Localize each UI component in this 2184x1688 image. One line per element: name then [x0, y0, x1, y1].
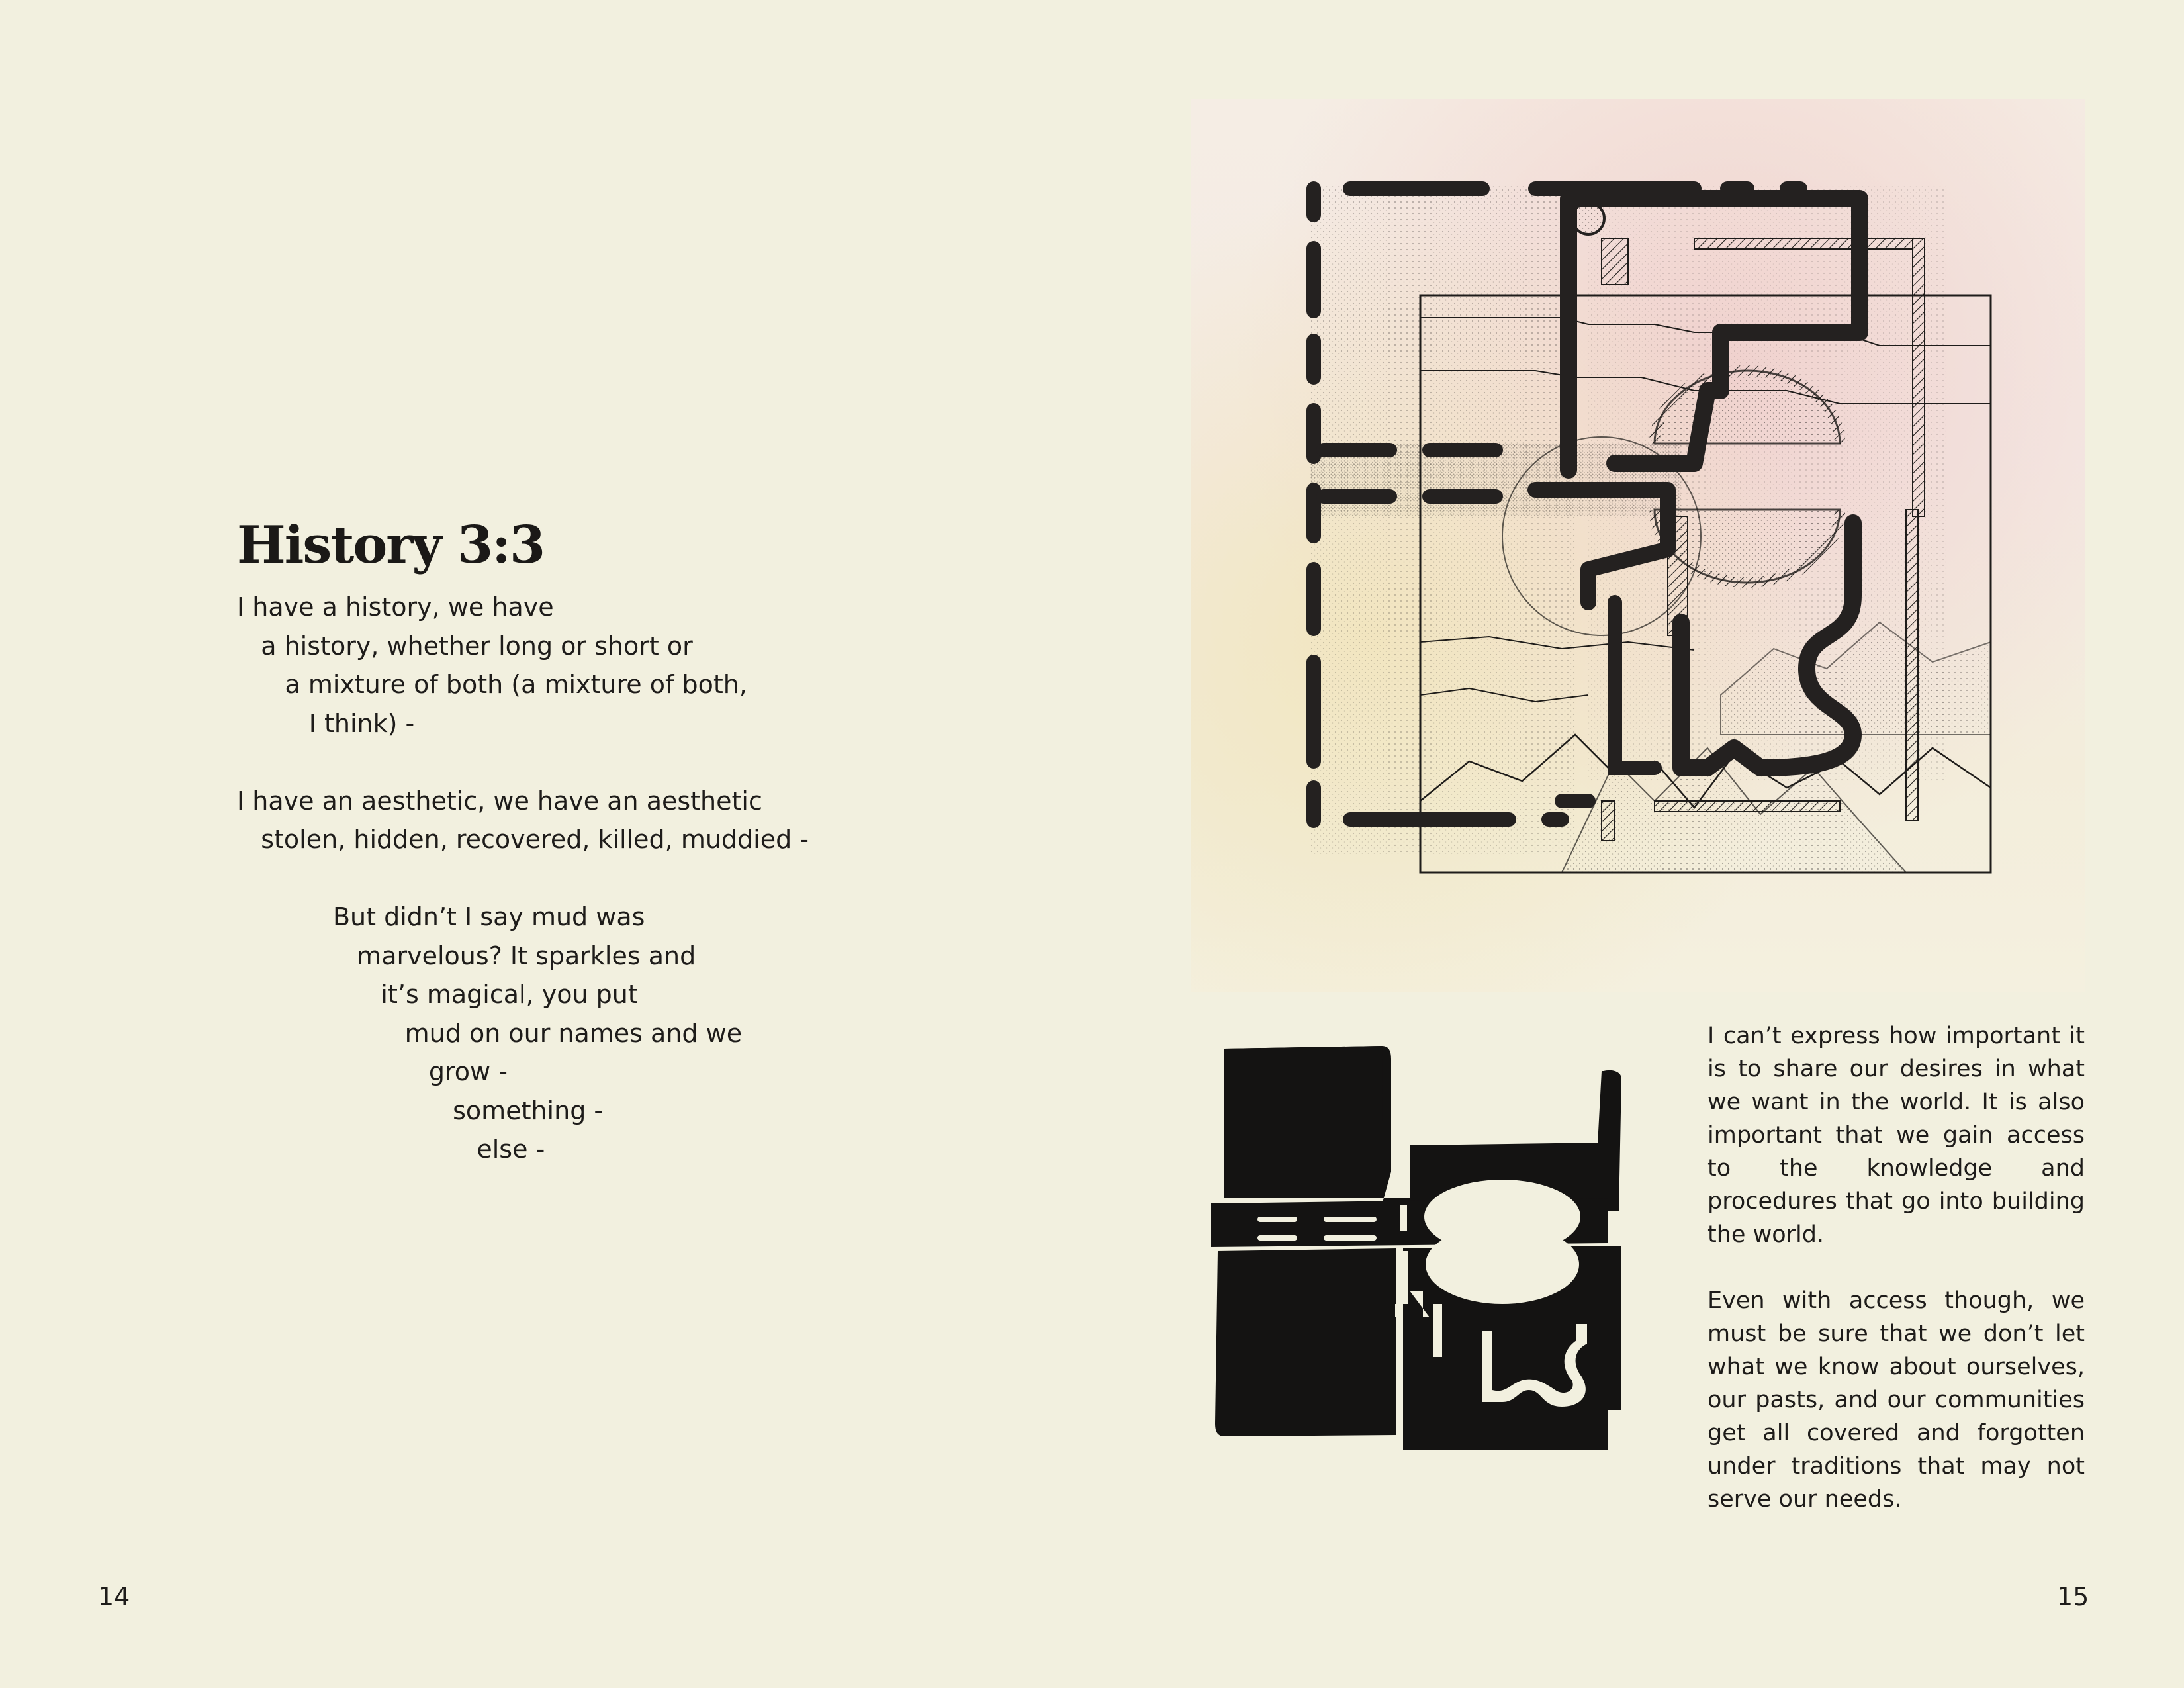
- poem-line: But didn’t I say mud was: [237, 902, 645, 931]
- poem-line: I have a history, we have: [237, 592, 554, 622]
- ink-watercolor-artwork: [1191, 99, 2085, 992]
- poem-line: a history, whether long or short or: [237, 631, 693, 661]
- poem-line: [237, 859, 809, 898]
- poem-line: I think) -: [237, 708, 415, 738]
- poem-line: a mixture of both (a mixture of both,: [237, 670, 747, 699]
- poem-line: marvelous? It sparkles and: [237, 941, 696, 970]
- poem-line: it’s magical, you put: [237, 980, 638, 1009]
- poem-line: else -: [237, 1135, 545, 1164]
- poem-line: I have an aesthetic, we have an aesthetic: [237, 786, 762, 816]
- essay-paragraph-2: Even with access though, we must be sure that we don’t let what we know about ourselves, our pasts, and our communities get all covered and forgotten under traditions that may not serve our needs.: [1707, 1288, 2085, 1513]
- poem-title: History 3:3: [237, 515, 545, 575]
- poem-line: stolen, hidden, recovered, killed, muddied -: [237, 825, 809, 854]
- poem-line: grow -: [237, 1057, 508, 1086]
- essay-paragraph-1: I can’t express how important it is to share our desires in what we want in the world. It is also important that we gain access to the knowledge and procedures that go into building the world.: [1707, 1023, 2085, 1248]
- poem-line: [237, 743, 809, 782]
- black-glyph-artwork: [1211, 1039, 1628, 1456]
- essay-text: [1707, 1019, 2085, 1549]
- poem-line: something -: [237, 1096, 604, 1125]
- page-number-right: 15: [2057, 1582, 2089, 1611]
- poem: [237, 588, 809, 1169]
- page-number-left: 14: [98, 1582, 130, 1611]
- poem-line: mud on our names and we: [237, 1018, 743, 1048]
